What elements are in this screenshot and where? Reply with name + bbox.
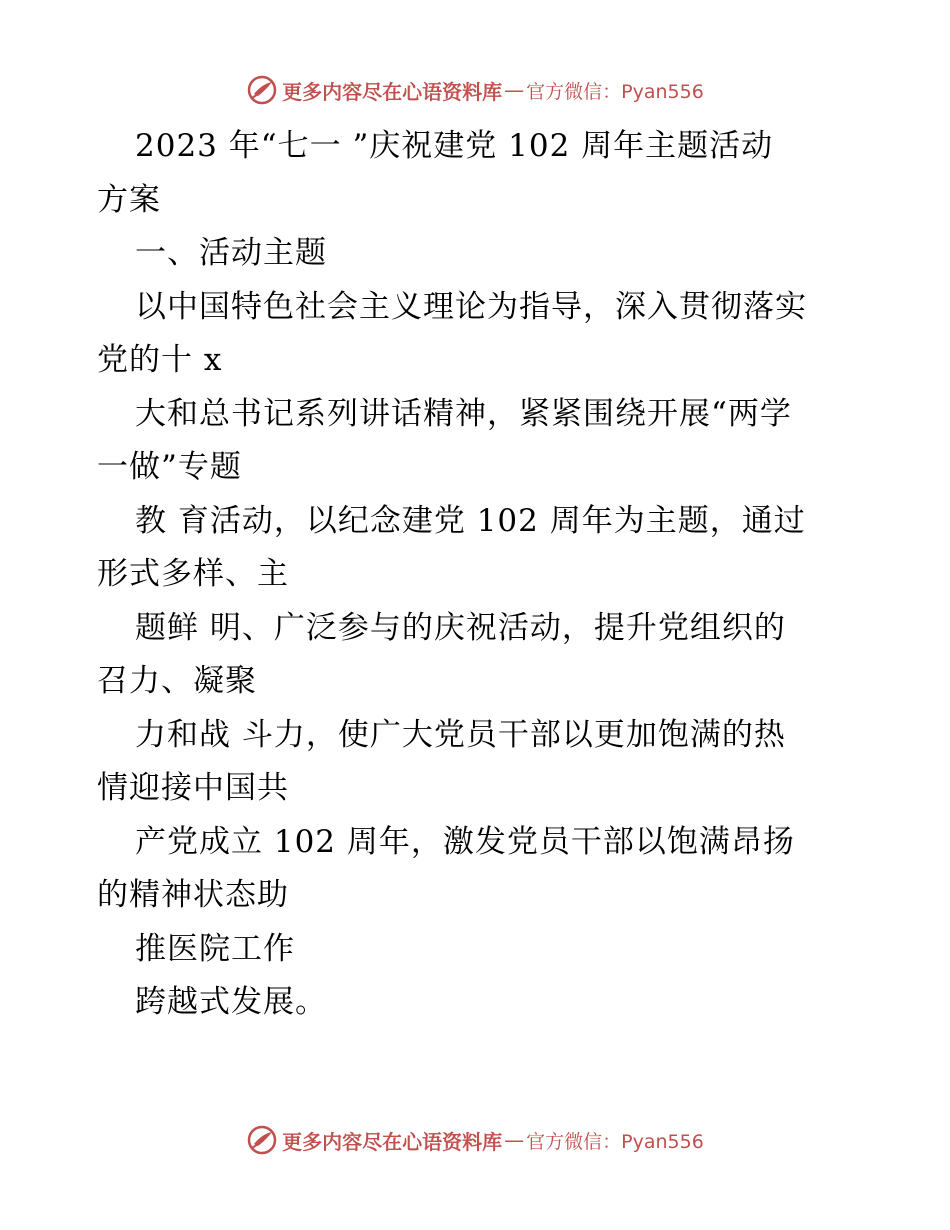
doc-line: 的精神状态助 [97, 877, 289, 913]
doc-line: 教 育活动，以纪念建党 102 周年为主题，通过 [135, 502, 806, 539]
watermark-dash: — [504, 1128, 525, 1152]
watermark-main-text: 更多内容尽在心语资料库 [282, 1129, 503, 1154]
watermark-dash: — [504, 78, 525, 102]
doc-line: 形式多样、主 [97, 556, 289, 592]
section-heading: 一、活动主题 [135, 235, 327, 271]
book-quill-logo-icon [246, 1124, 278, 1156]
header-watermark [0, 70, 950, 110]
doc-line: 大和总书记系列讲话精神，紧紧围绕开展“两学 [135, 395, 792, 432]
doc-line: 跨越式发展。 [135, 984, 327, 1020]
doc-line: 情迎接中国共 [97, 770, 289, 806]
watermark-sub-text: 官方微信：Pyan556 [526, 1130, 704, 1153]
doc-line: 召力、凝聚 [97, 663, 257, 699]
document-body [97, 120, 867, 1030]
doc-line: 一做”专题 [97, 449, 242, 485]
doc-line: 题鲜 明、广泛参与的庆祝活动，提升党组织的 [135, 609, 786, 646]
doc-line: 方案 [97, 181, 161, 218]
doc-line: 以中国特色社会主义理论为指导，深入贯彻落实 [135, 288, 807, 325]
doc-line: 2023 年“七一 ”庆祝建党 102 周年主题活动 [135, 128, 774, 164]
footer-watermark [0, 1120, 950, 1160]
watermark-sub-text: 官方微信：Pyan556 [526, 80, 704, 103]
doc-line: 力和战 斗力，使广大党员干部以更加饱满的热 [135, 716, 786, 753]
doc-line: 党的十 x [97, 342, 223, 378]
doc-line: 推医院工作 [135, 930, 295, 967]
book-quill-logo-icon [246, 74, 278, 106]
doc-line: 产党成立 102 周年，激发党员干部以饱满昂扬 [135, 823, 795, 860]
watermark-main-text: 更多内容尽在心语资料库 [282, 79, 503, 104]
